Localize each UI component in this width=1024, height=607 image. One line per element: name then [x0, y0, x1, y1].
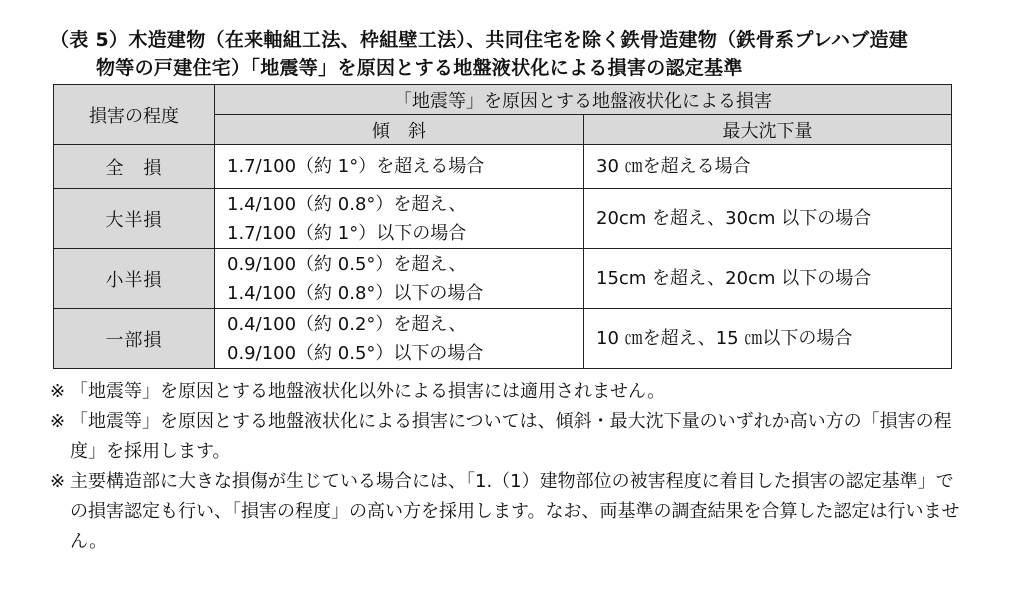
- note-text: 「地震等」を原因とする地盤液状化による損害については、傾斜・最大沈下量のいずれか高い方の「損害の程度」を採用します。: [70, 411, 952, 462]
- degree-cell: 全 損: [54, 145, 215, 189]
- degree-cell: 小半損: [54, 249, 215, 309]
- note-mark: ※: [50, 411, 66, 432]
- tilt-cell: [215, 189, 584, 249]
- tilt-cell: [215, 309, 584, 369]
- header-settlement: 最大沈下量: [584, 115, 952, 145]
- note-mark: ※: [50, 471, 66, 492]
- note-item: [50, 407, 970, 467]
- note-text: 主要構造部に大きな損傷が生じている場合には、「1.（1）建物部位の被害程度に着目した損害の認定基準」での損害認定も行い、「損害の程度」の高い方を採用します。なお、両基準の調査結果を合算した認定は行いません。: [70, 471, 960, 552]
- header-degree: 損害の程度: [54, 85, 215, 145]
- tilt-line-1: 1.4/100（約 0.8°）を超え、: [227, 193, 467, 215]
- table-row: [54, 309, 952, 369]
- settlement-cell: 30 ㎝を超える場合: [584, 145, 952, 189]
- note-text: 「地震等」を原因とする地盤液状化以外による損害には適用されません。: [70, 381, 666, 402]
- title-line-1: （表 5）木造建物（在来軸組工法、枠組壁工法）、共同住宅を除く鉄骨造建物（鉄骨系プレハブ造建: [50, 29, 909, 51]
- table-row: [54, 145, 952, 189]
- tilt-line-2: 1.7/100（約 1°）以下の場合: [227, 222, 467, 244]
- header-tilt: 傾 斜: [215, 115, 584, 145]
- settlement-cell: 15cm を超え、20cm 以下の場合: [584, 249, 952, 309]
- degree-cell: 大半損: [54, 189, 215, 249]
- notes: [50, 377, 970, 557]
- tilt-line-1: 1.7/100（約 1°）を超える場合: [227, 156, 485, 177]
- tilt-line-2: 1.4/100（約 0.8°）以下の場合: [227, 282, 484, 304]
- note-item: [50, 467, 970, 557]
- damage-criteria-table: [53, 84, 952, 369]
- table-row: [54, 249, 952, 309]
- tilt-line-2: 0.9/100（約 0.5°）以下の場合: [227, 342, 484, 364]
- note-item: [50, 377, 970, 407]
- settlement-cell: 10 ㎝を超え、15 ㎝以下の場合: [584, 309, 952, 369]
- table-row: [54, 189, 952, 249]
- page-title: [50, 26, 970, 82]
- title-line-2: 物等の戸建住宅）「地震等」を原因とする地盤液状化による損害の認定基準: [96, 57, 743, 79]
- tilt-cell: [215, 249, 584, 309]
- tilt-line-1: 0.9/100（約 0.5°）を超え、: [227, 253, 467, 275]
- note-mark: ※: [50, 381, 66, 402]
- tilt-line-1: 0.4/100（約 0.2°）を超え、: [227, 313, 467, 335]
- degree-cell: 一部損: [54, 309, 215, 369]
- header-group: 「地震等」を原因とする地盤液状化による損害: [215, 85, 952, 115]
- settlement-cell: 20cm を超え、30cm 以下の場合: [584, 189, 952, 249]
- tilt-cell: [215, 145, 584, 189]
